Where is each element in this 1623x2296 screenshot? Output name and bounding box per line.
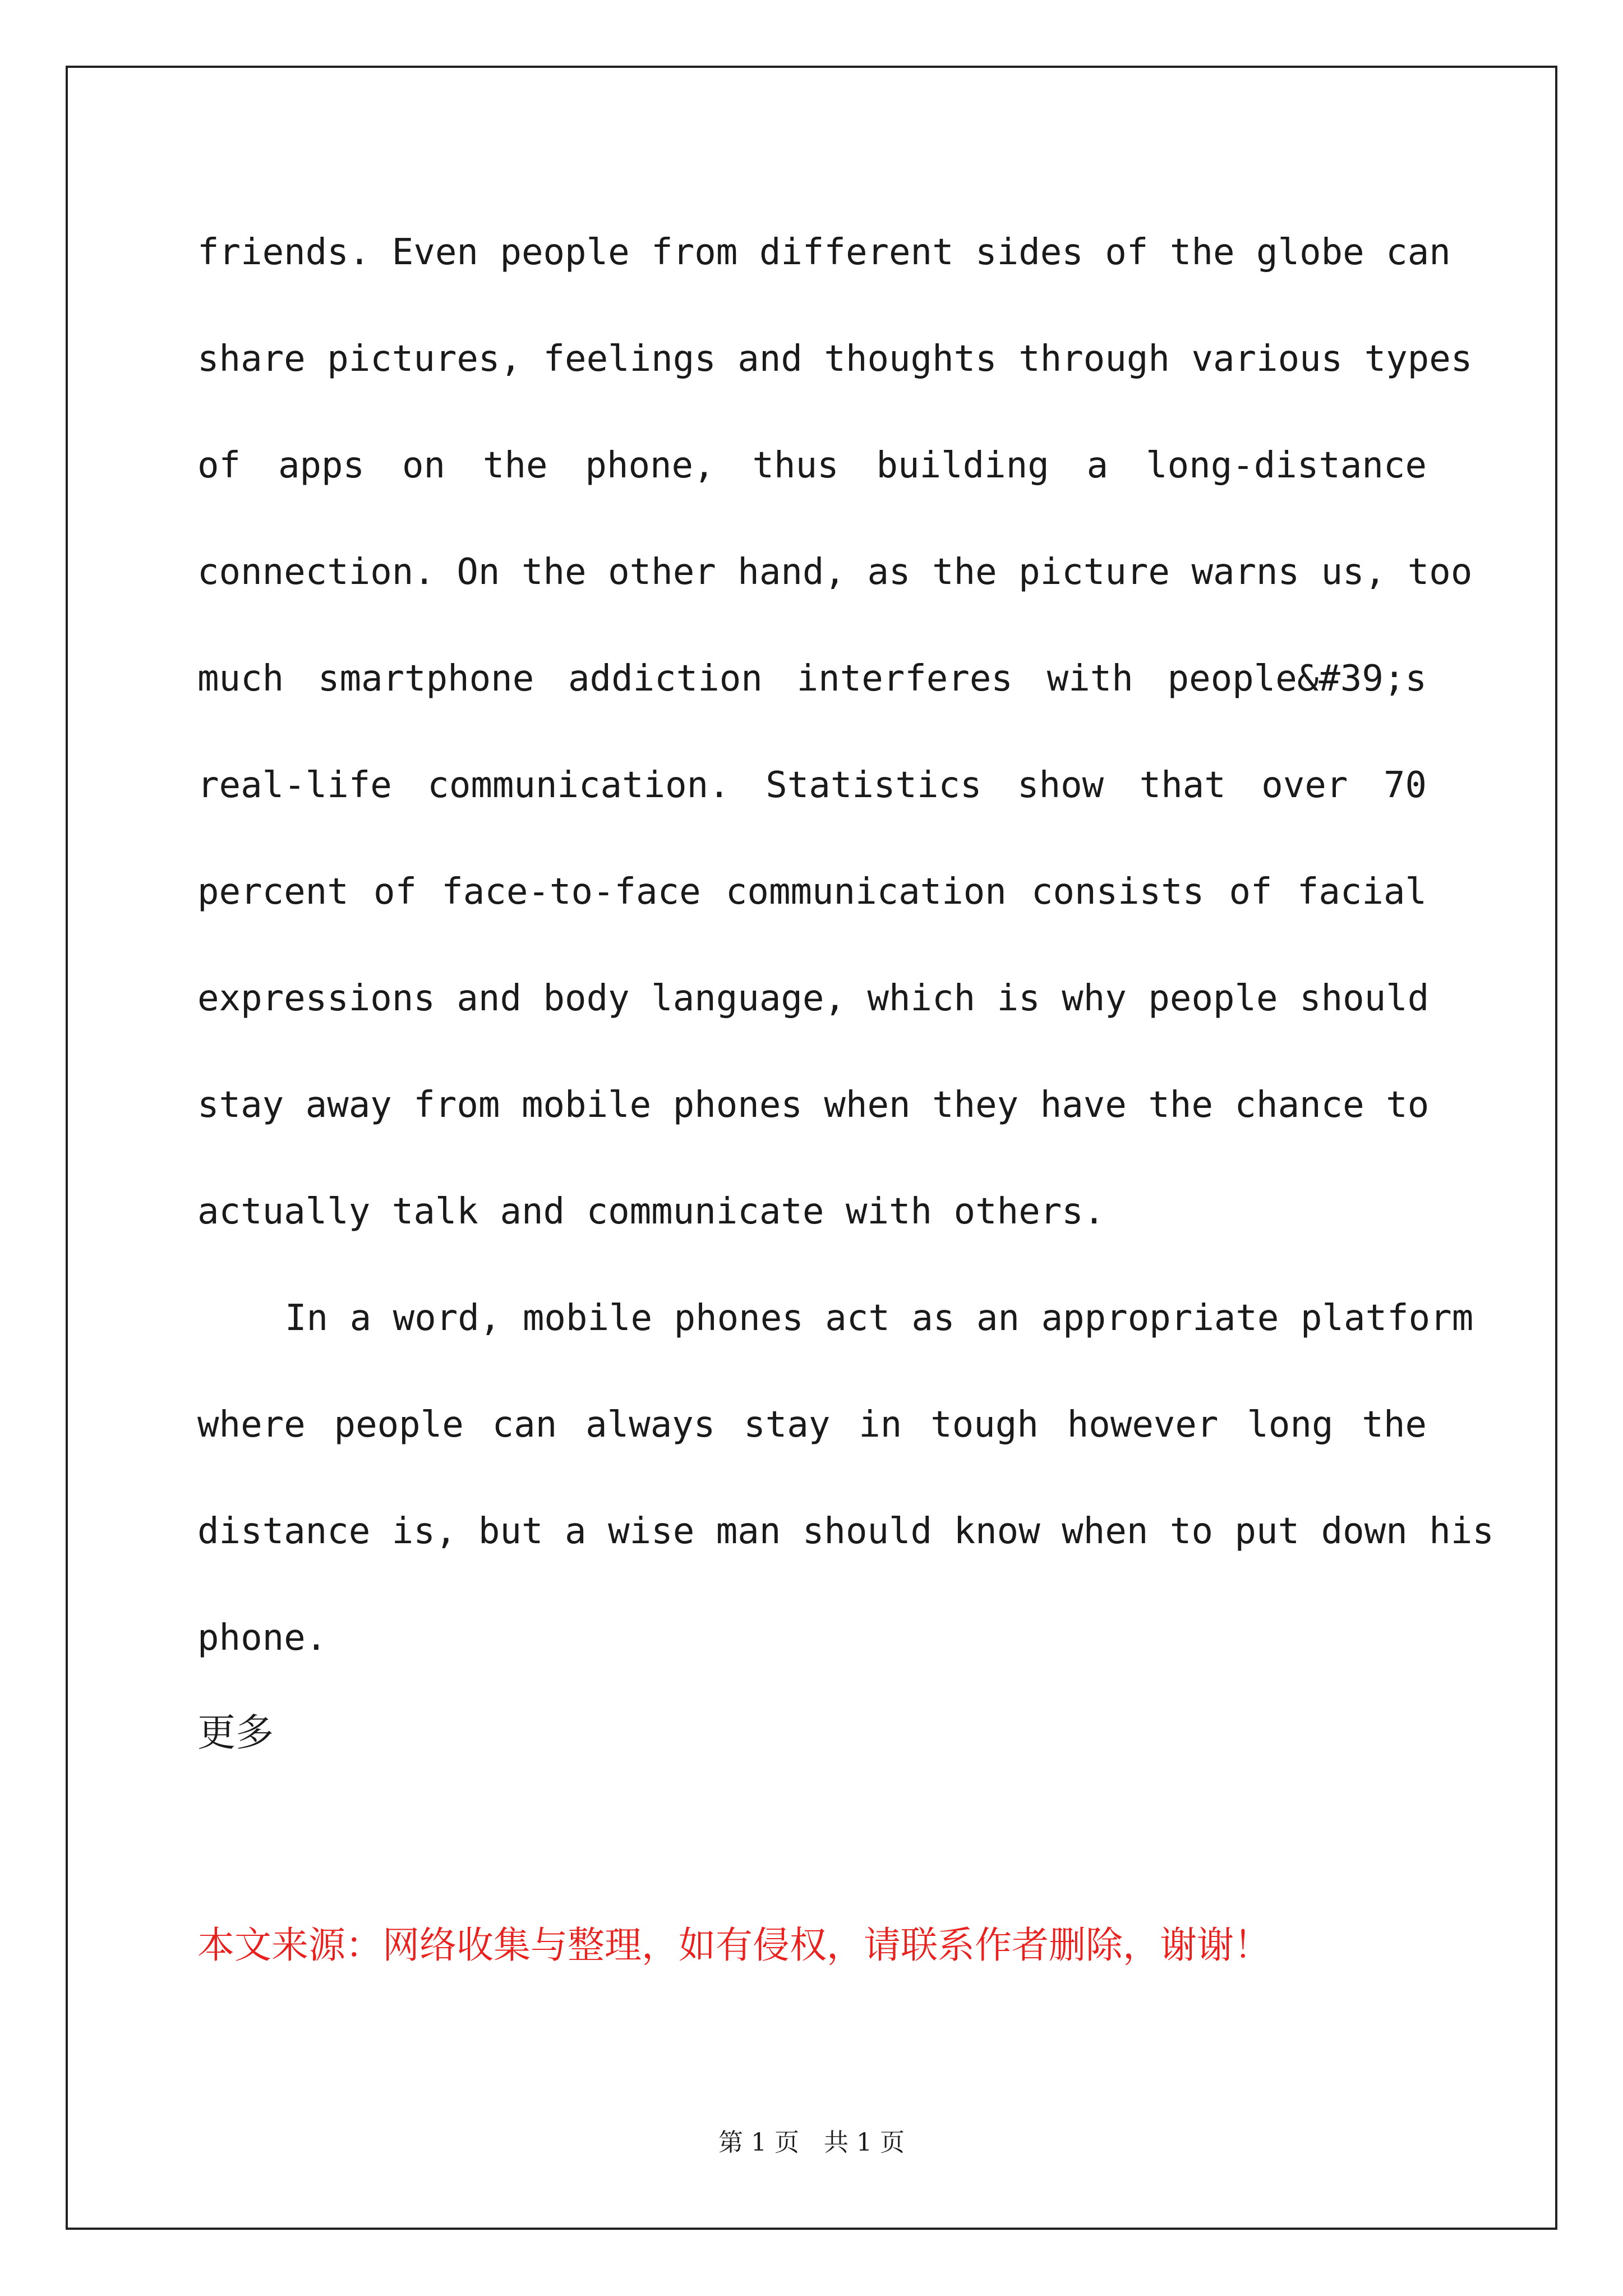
page-border: [66, 66, 1557, 2230]
body-line: connection. On the other hand, as the picture warns us, too: [197, 551, 1473, 593]
body-line: phone.: [197, 1617, 328, 1659]
body-line: percent of face-to-face communication consists of facial: [197, 871, 1427, 913]
paragraph-first-line: In a word, mobile phones act as an appropriate platform: [285, 1297, 1474, 1339]
body-line: actually talk and communicate with others.: [197, 1191, 1105, 1232]
body-line: where people can always stay in tough however long the: [197, 1404, 1427, 1446]
more-label: 更多: [197, 1711, 274, 1755]
body-line: expressions and body language, which is why people should: [197, 978, 1430, 1019]
body-line: of apps on the phone, thus building a long-distance: [197, 445, 1427, 486]
page-footer: 第 1 页 共 1 页: [718, 2128, 905, 2157]
body-line: distance is, but a wise man should know when to put down his: [197, 1511, 1494, 1552]
body-line: much smartphone addiction interferes with people&#39;s: [197, 658, 1427, 700]
source-notice: 本文来源：网络收集与整理，如有侵权，请联系作者删除，谢谢！: [197, 1924, 1271, 1967]
body-line: share pictures, feelings and thoughts through various types: [197, 338, 1473, 380]
body-line: real-life communication. Statistics show that over 70: [197, 765, 1427, 806]
body-line: friends. Even people from different sides of the globe can: [197, 232, 1451, 273]
body-line: stay away from mobile phones when they have the chance to: [197, 1084, 1430, 1126]
